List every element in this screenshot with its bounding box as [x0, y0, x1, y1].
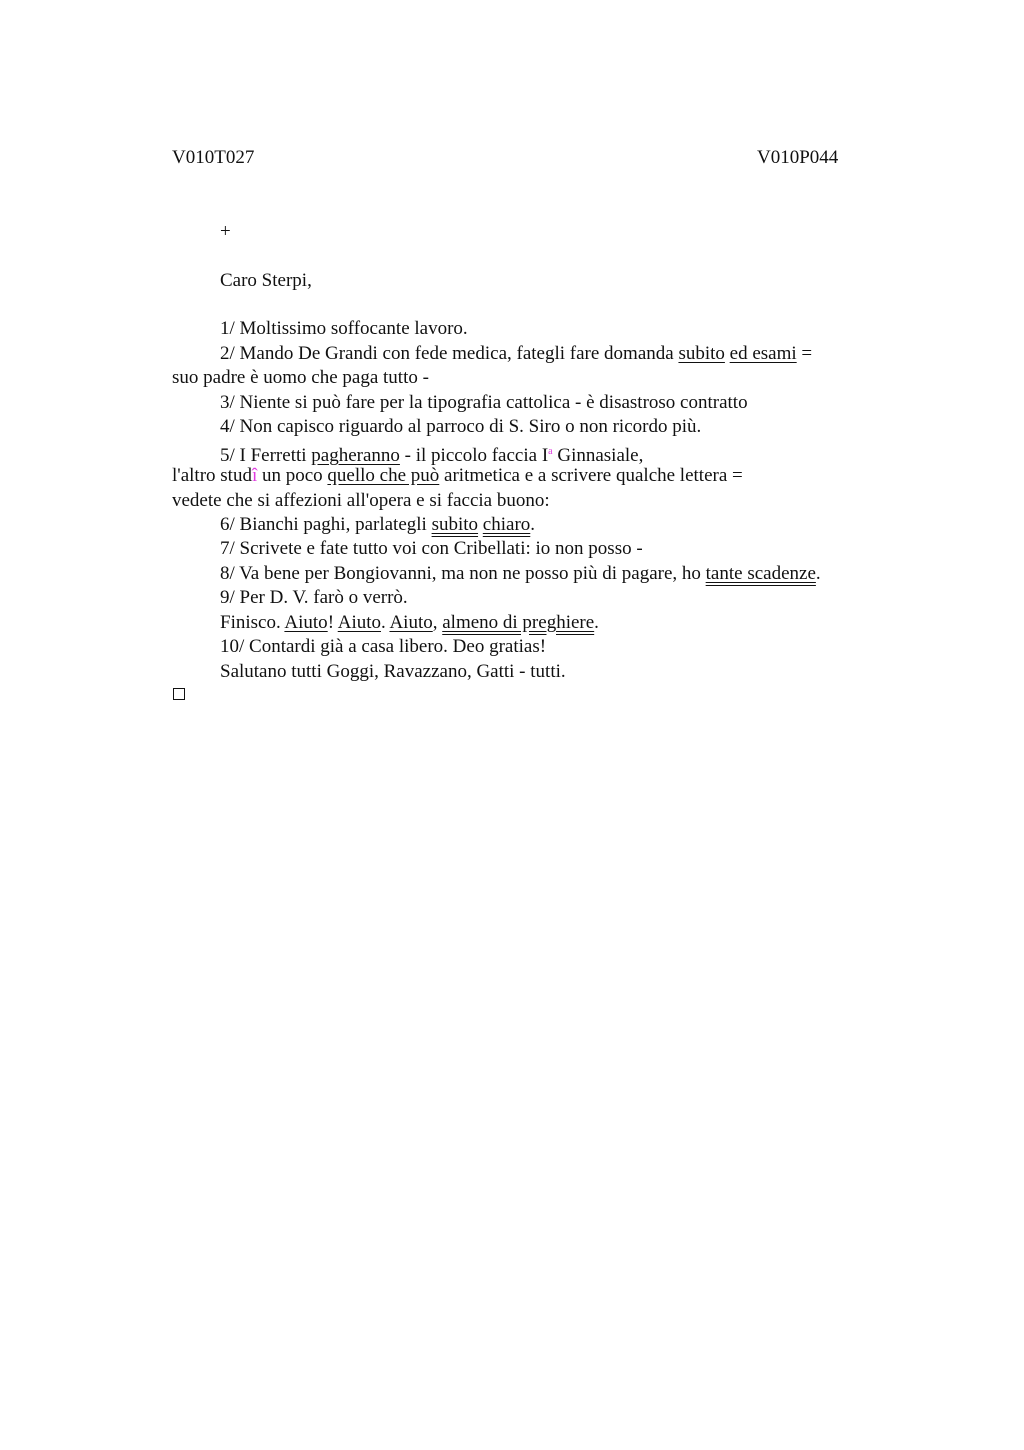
underlined-text: Aiuto: [284, 612, 328, 633]
text-span: ,: [432, 612, 443, 633]
text-span: 2/ Mando De Grandi con fede medica, fategli fare domanda: [220, 343, 679, 364]
text-span: un poco: [257, 465, 328, 486]
item-10: 10/ Contardi già a casa libero. Deo gratias!: [220, 636, 547, 657]
closing-plea: [220, 611, 599, 635]
double-underlined-text: subito: [431, 514, 479, 535]
underlined-text: ed esami: [729, 343, 797, 364]
text-span: - il piccolo faccia I: [399, 445, 549, 466]
text-span: .: [594, 612, 599, 633]
item-8: [220, 562, 821, 586]
item-2: [220, 342, 812, 366]
letter-greeting: Caro Sterpi,: [220, 270, 312, 291]
text-span: Finisco.: [220, 612, 285, 633]
text-span: Ginnasiale,: [552, 445, 644, 466]
item-5-continuation: [172, 464, 743, 488]
text-span: =: [796, 343, 813, 364]
text-span: .: [381, 612, 390, 633]
underlined-text: pagheranno: [311, 445, 400, 466]
underlined-text: Aiuto: [337, 612, 381, 633]
underlined-text: Aiuto: [389, 612, 433, 633]
cross-symbol: +: [220, 221, 231, 242]
end-marker-square: [173, 688, 185, 700]
double-underlined-text: almeno di preghiere: [442, 612, 595, 633]
accented-char: î: [251, 465, 258, 486]
text-span: 5/ I Ferretti: [220, 445, 312, 466]
item-1: 1/ Moltissimo soffocante lavoro.: [220, 318, 468, 339]
superscript-ordinal: a: [548, 446, 553, 457]
text-span: aritmetica e a scrivere qualche lettera =: [439, 465, 743, 486]
document-code-right: V010P044: [757, 147, 839, 168]
underlined-text: quello che può: [327, 465, 440, 486]
item-5-continuation-2: vedete che si affezioni all'opera e si faccia buono:: [172, 490, 550, 511]
item-6: [220, 513, 535, 537]
item-9: 9/ Per D. V. farò o verrò.: [220, 587, 408, 608]
document-code-left: V010T027: [172, 147, 255, 168]
text-span: !: [327, 612, 338, 633]
item-2-continuation: suo padre è uomo che paga tutto -: [172, 367, 429, 388]
item-3: 3/ Niente si può fare per la tipografia cattolica - è disastroso contratto: [220, 392, 748, 413]
text-span: l'altro stud: [172, 465, 252, 486]
double-underlined-text: chiaro: [482, 514, 531, 535]
item-7: 7/ Scrivete e fate tutto voi con Cribellati: io non posso -: [220, 538, 643, 559]
double-underlined-text: tante scadenze: [705, 563, 816, 584]
closing-greetings: Salutano tutti Goggi, Ravazzano, Gatti - tutti.: [220, 661, 566, 682]
underlined-text: subito: [678, 343, 725, 364]
item-4: 4/ Non capisco riguardo al parroco di S. Siro o non ricordo più.: [220, 416, 702, 437]
text-span: .: [530, 514, 536, 535]
text-span: 8/ Va bene per Bongiovanni, ma non ne posso più di pagare, ho: [220, 563, 706, 584]
text-span: 6/ Bianchi paghi, parlategli: [220, 514, 432, 535]
text-span: .: [815, 563, 821, 584]
